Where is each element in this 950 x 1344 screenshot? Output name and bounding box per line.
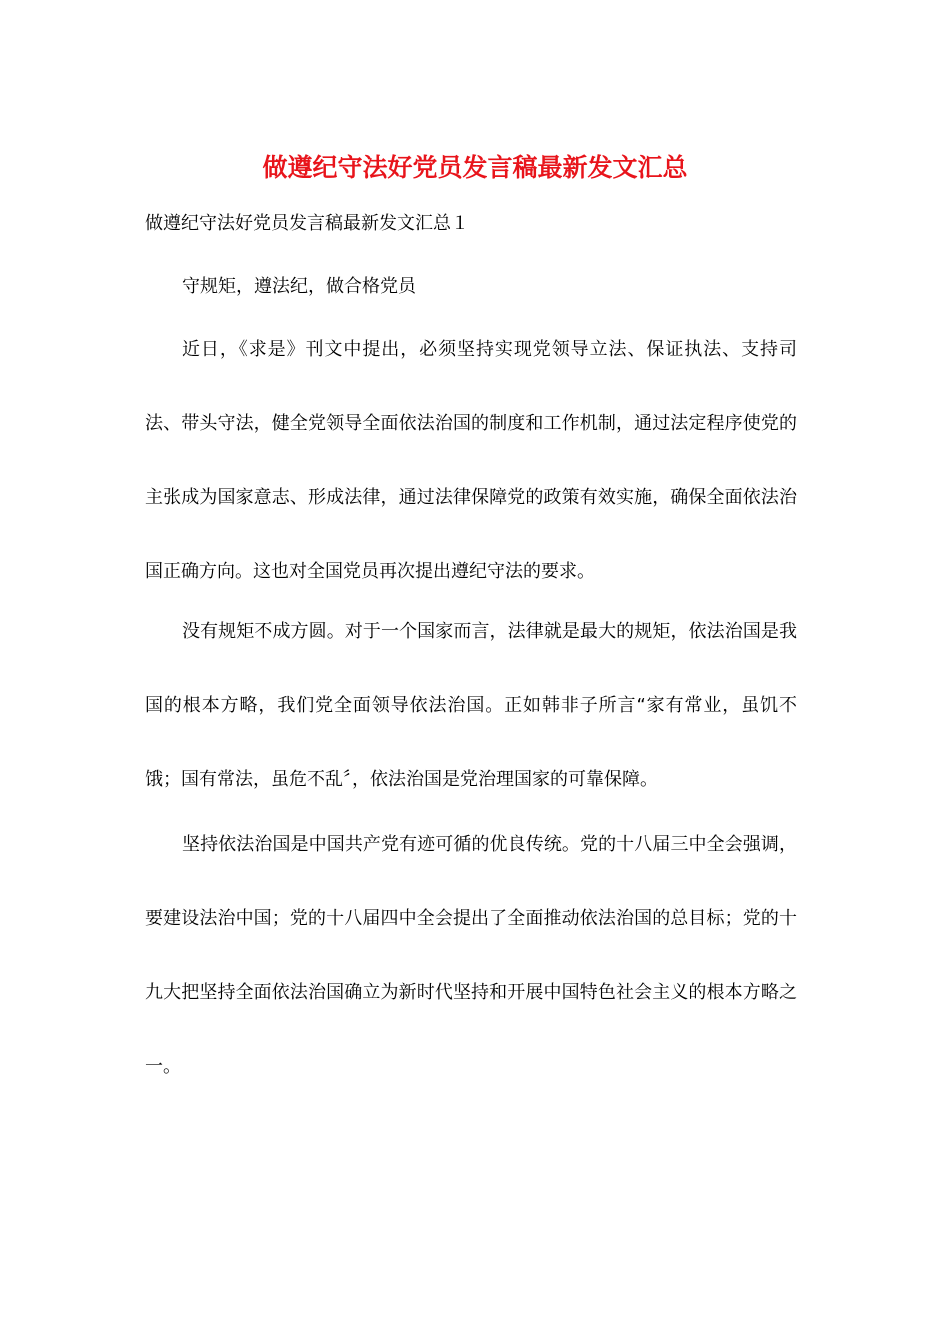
document-subtitle: 做遵纪守法好党员发言稿最新发文汇总１ <box>145 213 469 234</box>
paragraph-3: 坚持依法治国是中国共产党有迹可循的优良传统。党的十八届三中全会强调，要建设法治中国；党的十八届四中全会提出了全面推动依法治国的总目标；党的十九大把坚持全面依法治国确立为新时代坚持和开展中国特色社会主义的根本方略之一。 <box>145 834 797 1077</box>
paragraph-1: 近日，《求是》刊文中提出，必须坚持实现党领导立法、保证执法、支持司法、带头守法，健全党领导全面依法治国的制度和工作机制，通过法定程序使党的主张成为国家意志、形成法律，通过法律保障党的政策有效实施，确保全面依法治国正确方向。这也对全国党员再次提出遵纪守法的要求。 <box>145 339 797 582</box>
paragraph-2: 没有规矩不成方圆。对于一个国家而言，法律就是最大的规矩，依法治国是我国的根本方略，我们党全面领导依法治国。正如韩非子所言“家有常业，虽饥不饿；国有常法，虽危不乱〞，依法治国是党治理国家的可靠保障。 <box>145 621 797 790</box>
document-title: 做遵纪守法好党员发言稿最新发文汇总 <box>262 153 688 182</box>
section-heading: 守规矩，遵法纪，做合格党员 <box>182 276 416 297</box>
